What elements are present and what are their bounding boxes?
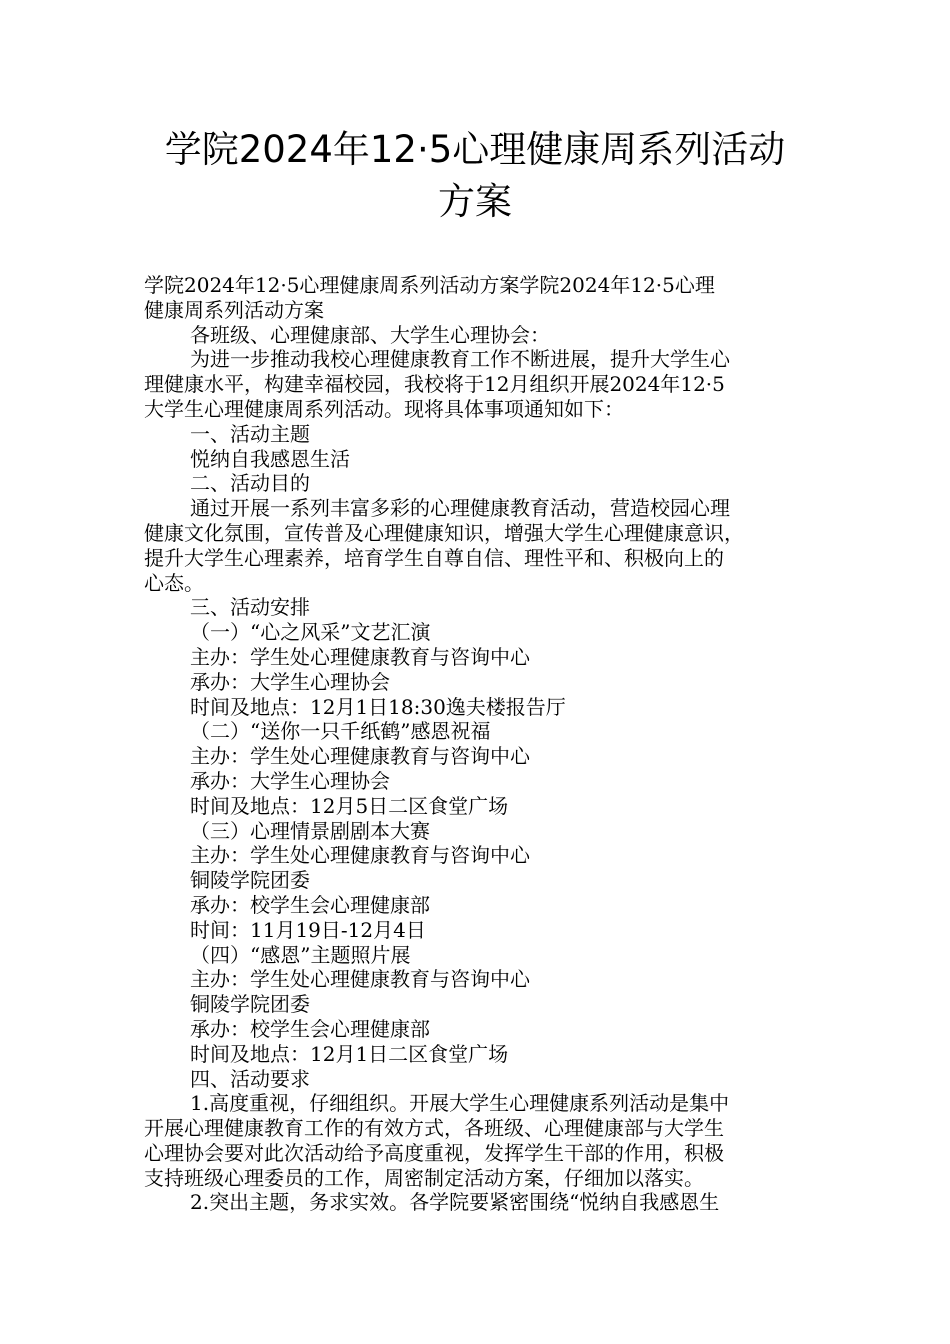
- text-line: 承办：校学生会心理健康部: [190, 892, 430, 917]
- text-line: 承办：大学生心理协会: [190, 669, 390, 694]
- text-line: 心态。: [144, 570, 204, 595]
- text-line: （四）“感恩”主题照片展: [190, 942, 411, 967]
- text-line: 承办：校学生会心理健康部: [190, 1016, 430, 1041]
- text-line: 支持班级心理委员的工作，周密制定活动方案，仔细加以落实。: [144, 1165, 704, 1190]
- text-line: 2.突出主题，务求实效。各学院要紧密围绕“悦纳自我感恩生: [190, 1190, 720, 1215]
- text-line: 心理协会要对此次活动给予高度重视，发挥学生干部的作用，积极: [144, 1140, 724, 1165]
- text-line: 悦纳自我感恩生活: [190, 446, 350, 471]
- text-line: 健康文化氛围，宣传普及心理健康知识，增强大学生心理健康意识，: [144, 520, 744, 545]
- title-line-2: 方案: [438, 180, 512, 223]
- text-line: 各班级、心理健康部、大学生心理协会：: [190, 322, 550, 347]
- text-line: 时间：11月19日-12月4日: [190, 917, 426, 942]
- text-line: 1.高度重视，仔细组织。开展大学生心理健康系列活动是集中: [190, 1091, 730, 1116]
- text-line: （三）心理情景剧剧本大赛: [190, 818, 430, 843]
- text-line: 大学生心理健康周系列活动。现将具体事项通知如下：: [144, 396, 624, 421]
- text-line: （一）“心之风采”文艺汇演: [190, 620, 431, 645]
- document-body: [144, 273, 808, 1215]
- text-line: 一、活动主题: [190, 421, 310, 446]
- text-line: 二、活动目的: [190, 471, 310, 496]
- text-line: 主办：学生处心理健康教育与咨询中心: [190, 967, 530, 992]
- text-line: 时间及地点：12月5日二区食堂广场: [190, 793, 509, 818]
- text-line: 三、活动安排: [190, 595, 310, 620]
- text-line: 通过开展一系列丰富多彩的心理健康教育活动，营造校园心理: [190, 496, 730, 521]
- text-line: 四、活动要求: [190, 1066, 310, 1091]
- text-line: 铜陵学院团委: [190, 992, 310, 1017]
- text-line: 时间及地点：12月1日18:30逸夫楼报告厅: [190, 694, 566, 719]
- title-line-1: 学院2024年12·5心理健康周系列活动: [164, 128, 786, 171]
- text-line: 学院2024年12·5心理健康周系列活动方案学院2024年12·5心理: [144, 273, 715, 297]
- text-line: 开展心理健康教育工作的有效方式，各班级、心理健康部与大学生: [144, 1116, 724, 1141]
- text-line: 提升大学生心理素养，培育学生自尊自信、理性平和、积极向上的: [144, 545, 724, 570]
- text-line: 承办：大学生心理协会: [190, 768, 390, 793]
- text-line: 健康周系列活动方案: [144, 297, 324, 322]
- text-line: 主办：学生处心理健康教育与咨询中心: [190, 843, 530, 868]
- text-line: 理健康水平，构建幸福校园，我校将于12月组织开展2024年12·5: [144, 372, 725, 397]
- text-line: 铜陵学院团委: [190, 868, 310, 893]
- text-line: 为进一步推动我校心理健康教育工作不断进展，提升大学生心: [190, 347, 730, 372]
- text-line: （二）“送你一只千纸鹤”感恩祝福: [190, 719, 491, 744]
- document-title: [100, 124, 850, 228]
- text-line: 主办：学生处心理健康教育与咨询中心: [190, 744, 530, 769]
- text-line: 时间及地点：12月1日二区食堂广场: [190, 1041, 509, 1066]
- text-line: 主办：学生处心理健康教育与咨询中心: [190, 644, 530, 669]
